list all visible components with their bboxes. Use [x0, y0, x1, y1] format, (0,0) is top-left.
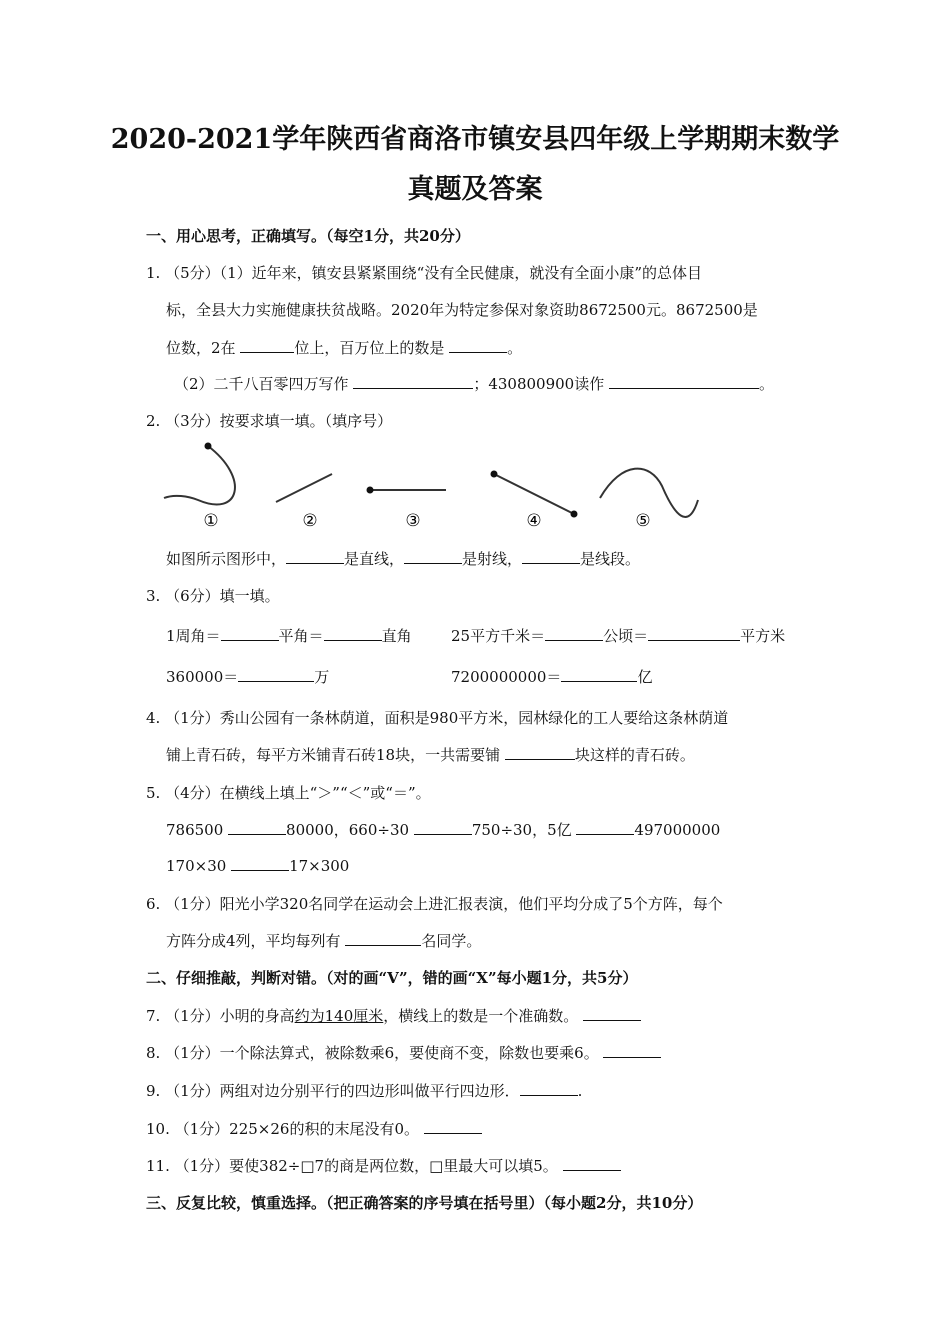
q6-line-a: 6. （1分）阳光小学320名同学在运动会上进汇报表演，他们平均分成了5个方阵，每个	[146, 895, 723, 913]
q10-line	[146, 1118, 482, 1140]
q7-underlined-phrase: 约为140厘米	[294, 1007, 384, 1025]
figure-label-3: ③	[405, 511, 421, 531]
q3-text-r2a: 360000＝	[166, 668, 239, 686]
segment-4-endpoint-a	[491, 471, 498, 478]
q1-line-c	[166, 337, 522, 359]
q3-row-1-right	[451, 625, 785, 647]
answer-blank[interactable]	[609, 374, 759, 389]
q5-row-2	[166, 855, 349, 877]
answer-blank[interactable]	[228, 820, 286, 835]
q5-stem: 5. （4分）在横线上填上“＞”“＜”或“＝”。	[146, 784, 431, 802]
answer-blank[interactable]	[414, 820, 472, 835]
figure-label-2: ②	[302, 511, 318, 531]
q10-text: 10. （1分）225×26的积的末尾没有0。	[146, 1120, 424, 1138]
q9-line	[146, 1080, 582, 1102]
q3-row-2-right	[451, 666, 652, 688]
q3-row-2-left	[166, 666, 329, 688]
q1-line-b: 标，全县大力实施健康扶贫战略。2020年为特定参保对象资助8672500元。8672500是	[166, 301, 758, 319]
q6-line-b	[166, 930, 481, 952]
q2-stem: 2. （3分）按要求填一填。（填序号）	[146, 412, 393, 430]
q5-text-b1: 170×30	[166, 857, 232, 875]
answer-blank[interactable]	[424, 1119, 482, 1134]
figure-label-5: ⑤	[635, 511, 651, 531]
q9-text-b: .	[577, 1082, 583, 1100]
q6-text-b1: 方阵分成4列，平均每列有	[166, 932, 346, 950]
q1-text-d3: 。	[759, 375, 775, 393]
figure-label-4: ④	[526, 511, 542, 531]
q2-text-a4: 是线段。	[580, 550, 641, 568]
q1-line-d	[174, 373, 774, 395]
q5-row-1	[166, 819, 720, 841]
answer-blank[interactable]	[563, 1156, 621, 1171]
section-1-heading: 一、用心思考，正确填写。（每空1分，共20分）	[146, 227, 470, 245]
q6-text-b2: 名同学。	[421, 932, 482, 950]
answer-blank[interactable]	[648, 626, 740, 641]
q3-text-r1d: 25平方千米＝	[451, 627, 546, 645]
q3-text-r1a: 1周角＝	[166, 627, 221, 645]
section-3-heading: 三、反复比较，慎重选择。（把正确答案的序号填在括号里）（每小题2分，共10分）	[146, 1194, 703, 1212]
q7-line	[146, 1005, 641, 1027]
q1-text-d1: （2）二千八百零四万写作	[174, 375, 354, 393]
answer-blank[interactable]	[404, 549, 462, 564]
segment-4	[494, 474, 574, 514]
answer-blank[interactable]	[345, 931, 421, 946]
q2-text-a2: 是直线，	[344, 550, 405, 568]
q8-text: 8. （1分）一个除法算式，被除数乘6，要使商不变，除数也要乘6。	[146, 1044, 604, 1062]
answer-blank[interactable]	[353, 374, 473, 389]
answer-blank[interactable]	[231, 856, 289, 871]
answer-blank[interactable]	[240, 338, 294, 353]
q1-text-d2: ；430800900读作	[473, 375, 609, 393]
answer-blank[interactable]	[522, 549, 580, 564]
q3-text-r1f: 平方米	[740, 627, 786, 645]
wave-5	[600, 469, 698, 517]
geometry-figure	[160, 438, 700, 536]
answer-blank[interactable]	[576, 820, 634, 835]
q5-text-a4: 497000000	[634, 821, 721, 839]
answer-blank[interactable]	[603, 1043, 661, 1058]
answer-blank[interactable]	[221, 626, 279, 641]
q8-line	[146, 1042, 661, 1064]
q2-text-a1: 如图所示图形中，	[166, 550, 287, 568]
q3-text-r1e: 公顷＝	[603, 627, 649, 645]
figure-label-1: ①	[203, 511, 219, 531]
q2-answer-line	[166, 548, 640, 570]
ray-3-endpoint	[367, 487, 374, 494]
curve-1	[164, 446, 235, 504]
q11-text: 11. （1分）要使382÷□7的商是两位数，□里最大可以填5。	[146, 1157, 563, 1175]
q1-text-c3: 。	[507, 339, 523, 357]
segment-4-endpoint-b	[571, 511, 578, 518]
q7-text-a: 7. （1分）小明的身高	[146, 1007, 295, 1025]
q4-text-b1: 铺上青石砖，每平方米铺青石砖18块，一共需要铺	[166, 746, 505, 764]
q1-text-c2: 位上，百万位上的数是	[294, 339, 450, 357]
q3-text-r1b: 平角＝	[278, 627, 324, 645]
q2-text-a3: 是射线，	[462, 550, 523, 568]
q4-line-b	[166, 744, 695, 766]
q4-line-a: 4. （1分）秀山公园有一条林荫道，面积是980平方米，园林绿化的工人要给这条林荫道	[146, 709, 729, 727]
q1-text-c1: 位数，2在	[166, 339, 241, 357]
answer-blank[interactable]	[324, 626, 382, 641]
q5-text-b2: 17×300	[289, 857, 350, 875]
q3-text-r2d: 亿	[637, 668, 653, 686]
doc-title-line-1: 2020-2021学年陕西省商洛市镇安县四年级上学期期末数学	[110, 124, 840, 155]
q4-text-b2: 块这样的青石砖。	[574, 746, 695, 764]
answer-blank[interactable]	[545, 626, 603, 641]
q3-stem: 3. （6分）填一填。	[146, 587, 280, 605]
q3-text-r2b: 万	[314, 668, 330, 686]
answer-blank[interactable]	[505, 745, 575, 760]
answer-blank[interactable]	[286, 549, 344, 564]
q9-text-a: 9. （1分）两组对边分别平行的四边形叫做平行四边形．	[146, 1082, 520, 1100]
q11-line	[146, 1155, 621, 1177]
answer-blank[interactable]	[449, 338, 507, 353]
q5-text-a2: 80000，660÷30	[286, 821, 414, 839]
q1-line-a: 1. （5分）（1）近年来，镇安县紧紧围绕“没有全民健康，就没有全面小康”的总体目	[146, 264, 703, 282]
answer-blank[interactable]	[583, 1006, 641, 1021]
q5-text-a3: 750÷30，5亿	[471, 821, 577, 839]
q3-row-1-left	[166, 625, 412, 647]
curve-1-endpoint	[205, 443, 212, 450]
answer-blank[interactable]	[520, 1081, 578, 1096]
q3-text-r2c: 7200000000＝	[451, 668, 562, 686]
q3-text-r1c: 直角	[381, 627, 412, 645]
straight-line-2	[276, 474, 332, 502]
q5-text-a1: 786500	[166, 821, 229, 839]
doc-title-line-2: 真题及答案	[407, 174, 543, 205]
section-2-heading: 二、仔细推敲，判断对错。（对的画“V”，错的画“X”每小题1分，共5分）	[146, 969, 638, 987]
answer-blank[interactable]	[561, 667, 637, 682]
answer-blank[interactable]	[238, 667, 314, 682]
q7-text-b: ，横线上的数是一个准确数。	[383, 1007, 584, 1025]
